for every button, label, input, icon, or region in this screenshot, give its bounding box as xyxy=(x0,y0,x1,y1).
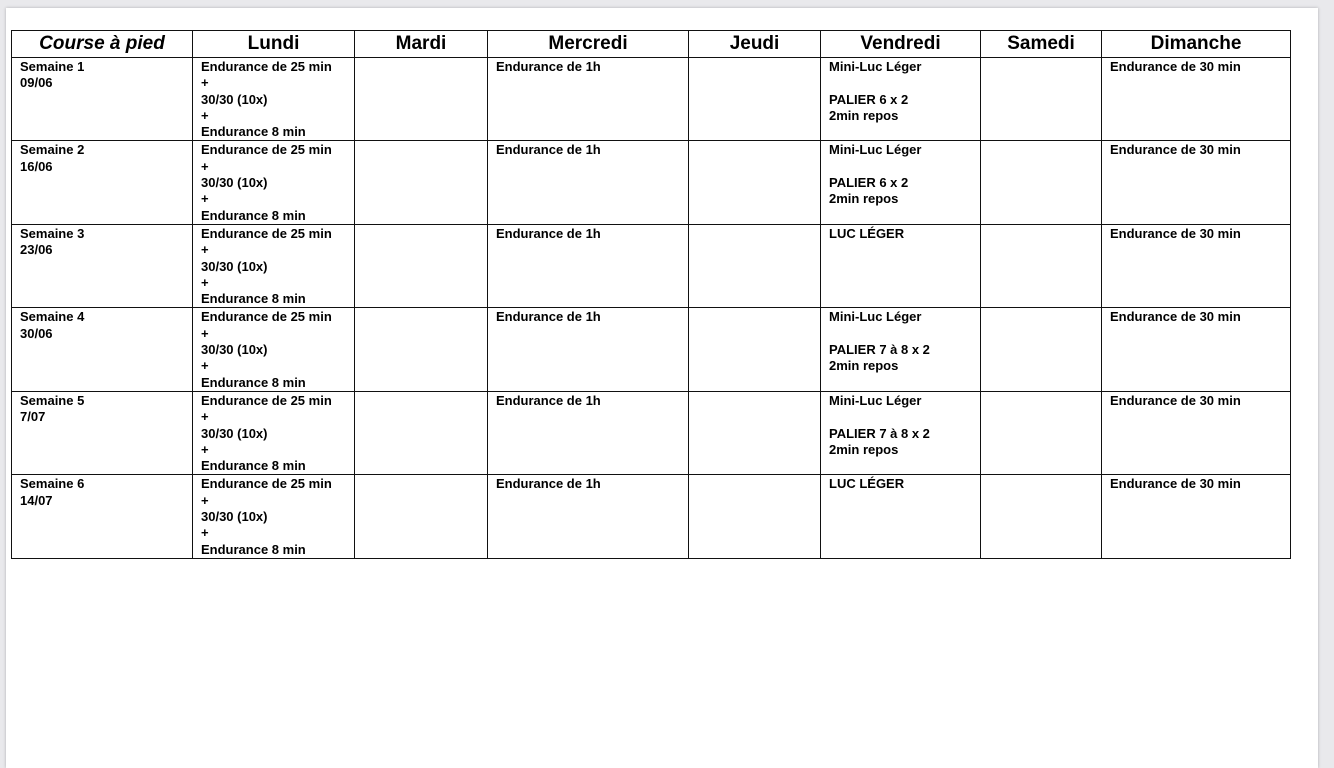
week-date: 16/06 xyxy=(20,158,53,174)
session-line: 30/30 (10x) xyxy=(201,425,268,441)
week-date: 14/07 xyxy=(20,492,53,508)
session-line: PALIER 7 à 8 x 2 xyxy=(829,342,930,358)
samedi-cell xyxy=(981,308,1102,391)
session-line: Endurance de 30 min xyxy=(1110,225,1241,241)
week-date: 7/07 xyxy=(20,409,46,425)
session-line: + xyxy=(201,191,209,207)
session-line: Endurance 8 min xyxy=(201,541,306,557)
day-header-samedi: Samedi xyxy=(981,31,1102,58)
lundi-cell xyxy=(193,224,355,307)
week-row xyxy=(12,224,1291,307)
session-line: Endurance de 30 min xyxy=(1110,309,1241,325)
session-line: Endurance de 1h xyxy=(496,142,601,158)
week-row xyxy=(12,391,1291,474)
session-line: 2min repos xyxy=(829,107,899,123)
week-label: Semaine 4 xyxy=(20,309,85,325)
lundi-cell xyxy=(193,308,355,391)
session-line: Endurance de 1h xyxy=(496,59,601,74)
session-line: 30/30 (10x) xyxy=(201,258,268,274)
session-line: Endurance de 25 min xyxy=(201,392,332,408)
session-line: 30/30 (10x) xyxy=(201,175,268,191)
week-cell xyxy=(12,224,193,307)
session-line: + xyxy=(201,358,209,374)
week-label: Semaine 1 xyxy=(20,59,85,74)
session-line: + xyxy=(201,274,209,290)
week-date: 30/06 xyxy=(20,325,53,341)
week-row xyxy=(12,475,1291,558)
blank-line xyxy=(829,75,980,91)
mardi-cell xyxy=(355,308,488,391)
session-line: Endurance de 25 min xyxy=(201,142,332,158)
session-line: + xyxy=(201,242,209,258)
session-line: Endurance de 1h xyxy=(496,309,601,325)
day-header-mercredi: Mercredi xyxy=(488,31,689,58)
mercredi-cell xyxy=(488,224,689,307)
mercredi-cell xyxy=(488,391,689,474)
session-line: Endurance de 1h xyxy=(496,392,601,408)
table-title: Course à pied xyxy=(12,31,193,58)
day-header-lundi: Lundi xyxy=(193,31,355,58)
week-date: 23/06 xyxy=(20,242,53,258)
session-line: Endurance de 30 min xyxy=(1110,476,1241,492)
vendredi-cell xyxy=(821,475,981,558)
session-line: Endurance de 25 min xyxy=(201,59,332,74)
jeudi-cell xyxy=(689,391,821,474)
session-line: Mini-Luc Léger xyxy=(829,392,922,408)
session-line: 2min repos xyxy=(829,441,899,457)
samedi-cell xyxy=(981,141,1102,224)
session-line: Endurance 8 min xyxy=(201,374,306,390)
week-label: Semaine 3 xyxy=(20,225,85,241)
jeudi-cell xyxy=(689,141,821,224)
week-label: Semaine 2 xyxy=(20,142,85,158)
mercredi-cell xyxy=(488,58,689,141)
session-line: PALIER 6 x 2 xyxy=(829,91,909,107)
mercredi-cell xyxy=(488,308,689,391)
session-line: Endurance de 25 min xyxy=(201,476,332,492)
blank-line xyxy=(829,159,980,175)
vendredi-cell xyxy=(821,308,981,391)
session-line: + xyxy=(201,441,209,457)
week-row xyxy=(12,308,1291,391)
session-line: 30/30 (10x) xyxy=(201,509,268,525)
session-line: Endurance 8 min xyxy=(201,207,306,223)
samedi-cell xyxy=(981,475,1102,558)
vendredi-cell xyxy=(821,58,981,141)
session-line: 2min repos xyxy=(829,191,899,207)
session-line: Mini-Luc Léger xyxy=(829,59,922,74)
session-line: Endurance de 1h xyxy=(496,476,601,492)
week-row xyxy=(12,58,1291,141)
mardi-cell xyxy=(355,224,488,307)
samedi-cell xyxy=(981,224,1102,307)
week-date: 09/06 xyxy=(20,75,53,91)
session-line: 30/30 (10x) xyxy=(201,342,268,358)
session-line: + xyxy=(201,158,209,174)
dimanche-cell xyxy=(1102,224,1291,307)
samedi-cell xyxy=(981,391,1102,474)
vendredi-cell xyxy=(821,141,981,224)
dimanche-cell xyxy=(1102,475,1291,558)
training-schedule-table xyxy=(11,30,1291,559)
blank-line xyxy=(829,326,980,342)
session-line: + xyxy=(201,325,209,341)
session-line: 30/30 (10x) xyxy=(201,91,268,107)
session-line: Endurance 8 min xyxy=(201,124,306,140)
blank-line xyxy=(829,409,980,425)
week-cell xyxy=(12,308,193,391)
session-line: PALIER 6 x 2 xyxy=(829,175,909,191)
session-line: + xyxy=(201,107,209,123)
dimanche-cell xyxy=(1102,308,1291,391)
week-label: Semaine 5 xyxy=(20,392,85,408)
dimanche-cell xyxy=(1102,58,1291,141)
dimanche-cell xyxy=(1102,141,1291,224)
week-cell xyxy=(12,58,193,141)
samedi-cell xyxy=(981,58,1102,141)
mardi-cell xyxy=(355,475,488,558)
jeudi-cell xyxy=(689,475,821,558)
session-line: Mini-Luc Léger xyxy=(829,309,922,325)
session-line: 2min repos xyxy=(829,358,899,374)
session-line: Endurance de 30 min xyxy=(1110,392,1241,408)
week-cell xyxy=(12,141,193,224)
jeudi-cell xyxy=(689,58,821,141)
session-line: Endurance 8 min xyxy=(201,458,306,474)
week-row xyxy=(12,141,1291,224)
dimanche-cell xyxy=(1102,391,1291,474)
session-line: PALIER 7 à 8 x 2 xyxy=(829,425,930,441)
lundi-cell xyxy=(193,58,355,141)
jeudi-cell xyxy=(689,224,821,307)
day-header-vendredi: Vendredi xyxy=(821,31,981,58)
lundi-cell xyxy=(193,391,355,474)
mardi-cell xyxy=(355,58,488,141)
session-line: + xyxy=(201,492,209,508)
week-cell xyxy=(12,475,193,558)
week-label: Semaine 6 xyxy=(20,476,85,492)
session-line: + xyxy=(201,525,209,541)
session-line: LUC LÉGER xyxy=(829,476,905,492)
mercredi-cell xyxy=(488,475,689,558)
vendredi-cell xyxy=(821,224,981,307)
mardi-cell xyxy=(355,391,488,474)
vendredi-cell xyxy=(821,391,981,474)
header-row xyxy=(12,31,1291,58)
session-line: Endurance de 30 min xyxy=(1110,59,1241,74)
week-cell xyxy=(12,391,193,474)
session-line: + xyxy=(201,75,209,91)
mardi-cell xyxy=(355,141,488,224)
mercredi-cell xyxy=(488,141,689,224)
session-line: Endurance 8 min xyxy=(201,291,306,307)
session-line: Endurance de 25 min xyxy=(201,225,332,241)
day-header-jeudi: Jeudi xyxy=(689,31,821,58)
day-header-mardi: Mardi xyxy=(355,31,488,58)
jeudi-cell xyxy=(689,308,821,391)
day-header-dimanche: Dimanche xyxy=(1102,31,1291,58)
session-line: Mini-Luc Léger xyxy=(829,142,922,158)
session-line: LUC LÉGER xyxy=(829,225,905,241)
session-line: + xyxy=(201,409,209,425)
session-line: Endurance de 25 min xyxy=(201,309,332,325)
document-page xyxy=(6,8,1318,768)
lundi-cell xyxy=(193,141,355,224)
session-line: Endurance de 1h xyxy=(496,225,601,241)
lundi-cell xyxy=(193,475,355,558)
session-line: Endurance de 30 min xyxy=(1110,142,1241,158)
